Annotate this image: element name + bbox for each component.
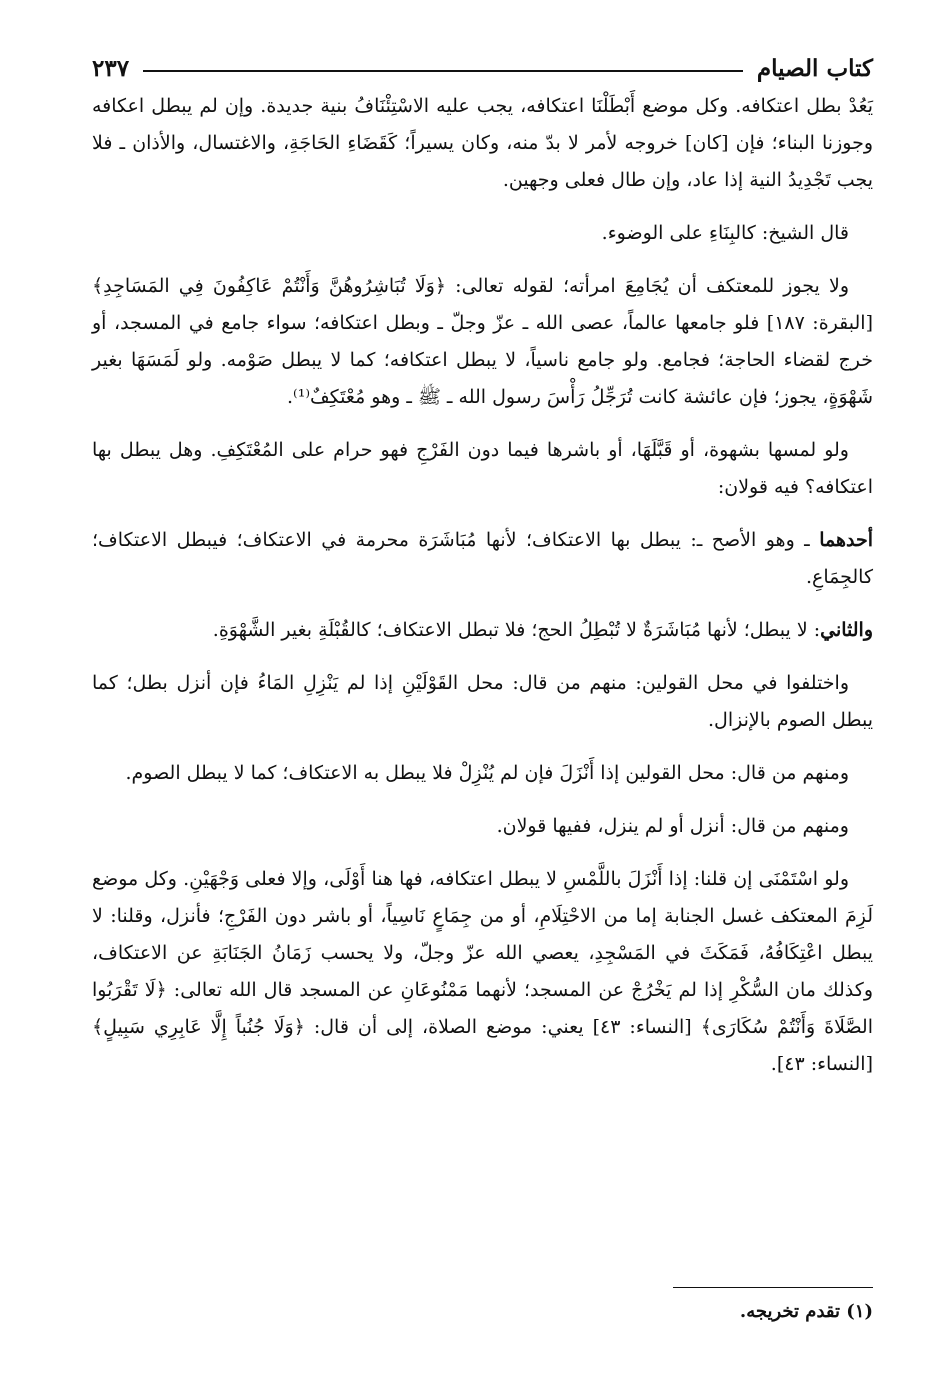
paragraph: واختلفوا في محل القولين: منهم من قال: محل القَوْلَيْنِ إذا لم يَنْزِلِ المَاءُ فإن أنزل بطل؛ كما يبطل الصوم بالإنزال. xyxy=(92,672,873,731)
paragraph: ومنهم من قال: أنزل أو لم ينزل، ففيها قولان. xyxy=(496,815,849,837)
paragraph-lead: أحدهما xyxy=(819,529,873,551)
paragraph: ولا يجوز للمعتكف أن يُجَامِعَ امرأته؛ لقوله تعالى: ﴿وَلَا تُبَاشِرُوهُنَّ وَأَنْتُمْ عَاكِفُونَ فِي المَسَاجِدِ﴾ [البقرة: ١٨٧] فلو جامعها عالماً، عصى الله ـ عزّ وجلّ ـ وبطل اعتكافه؛ سواء جامع في المسجد، أو خرج لقضاء الحاجة؛ فجامع. ولو جامع ناسياً، لا يبطل اعتكافه؛ كما لا يبطل صَوْمه. ولو لَمَسَهَا بغير شَهْوَةٍ، يجوز؛ فإن عائشة كانت تُرَجِّلُ رَأْسَ رسول الله ـ ﷺ ـ وهو مُعْتَكِفٌ⁽¹⁾. xyxy=(92,275,873,408)
header-rule xyxy=(143,70,743,72)
footnote: (١) تقدم تخريجه. xyxy=(739,1301,873,1322)
paragraph: ولو اسْتَمْنَى إن قلنا: إذا أَنْزَلَ باللَّمْسِ لا يبطل اعتكافه، فها هنا أَوْلَى، وإلا فعلى وَجْهَيْنِ. وكل موضع لَزِمَ المعتكف غسل الجنابة إما من الاحْتِلَامِ، أو من جِمَاعٍ نَاسِياً، أو باشر دون الفَرْجِ؛ فأنزل، وقلنا: لا يبطل اعْتِكَافُهُ، فَمَكَثَ في المَسْجِدِ، يعصي الله عزّ وجلّ، ولا يحسب زَمَانُ الجَنَابَةِ عن الاعتكاف، وكذلك مان السُّكْرِ إذا لم يَخْرُجْ عن المسجد؛ لأنهما مَمْنُوعَانِ عن المسجد قال الله تعالى: ﴿لَا تَقْرَبُوا الصَّلَاةَ وَأَنْتُمْ سُكَارَى﴾ [النساء: ٤٣] يعني: موضع الصلاة، إلى أن قال: ﴿وَلَا جُنُباً إِلَّا عَابِرِي سَبِيلٍ﴾ [النساء: ٤٣]. xyxy=(92,868,873,1075)
paragraph: أحدهما ـ وهو الأصح ـ: يبطل بها الاعتكاف؛ لأنها مُبَاشَرَة محرمة في الاعتكاف؛ فيبطل الاعتكاف؛ كالجِمَاعِ. xyxy=(92,529,873,588)
running-head xyxy=(92,48,873,88)
page-number: ٢٣٧ xyxy=(92,54,130,82)
paragraph: ومنهم من قال: محل القولين إذا أَنْزَلَ فإن لم يُنْزِلْ فلا يبطل به الاعتكاف؛ كما لا يبطل الصوم. xyxy=(125,762,849,784)
footnote-separator xyxy=(673,1287,873,1288)
paragraph: يَعُدْ بطل اعتكافه. وكل موضع أَبْطَلْنَا اعتكافه، يجب عليه الاسْتِئْنَافُ بنية جديدة. وإن لم يبطل اعكافه وجوزنا البناء؛ فإن [كان] خروجه لأمر لا بدّ منه، وكان يسيراً؛ كَقَضَاءِ الحَاجَةِ، والاغتسال، والأذان ـ فلا يجب تَجْدِيدُ النية إذا عاد، وإن طال فعلى وجهين. xyxy=(92,95,873,191)
body-text xyxy=(92,88,873,1083)
paragraph: والثاني: لا يبطل؛ لأنها مُبَاشَرَةٌ لا تُبْطِلُ الحج؛ فلا تبطل الاعتكاف؛ كالقُبْلَةِ بغير الشَّهْوَةِ. xyxy=(212,619,873,641)
paragraph-lead: والثاني xyxy=(820,619,873,641)
paragraph: ولو لمسها بشهوة، أو قَبَّلَهَا، أو باشرها فيما دون الفَرْجِ فهو حرام على المُعْتَكِفِ. وهل يبطل بها اعتكافه؟ فيه قولان: xyxy=(92,439,873,498)
chapter-title: كتاب الصيام xyxy=(756,54,873,82)
paragraph: قال الشيخ: كالبِنَاءِ على الوضوء. xyxy=(601,222,849,244)
